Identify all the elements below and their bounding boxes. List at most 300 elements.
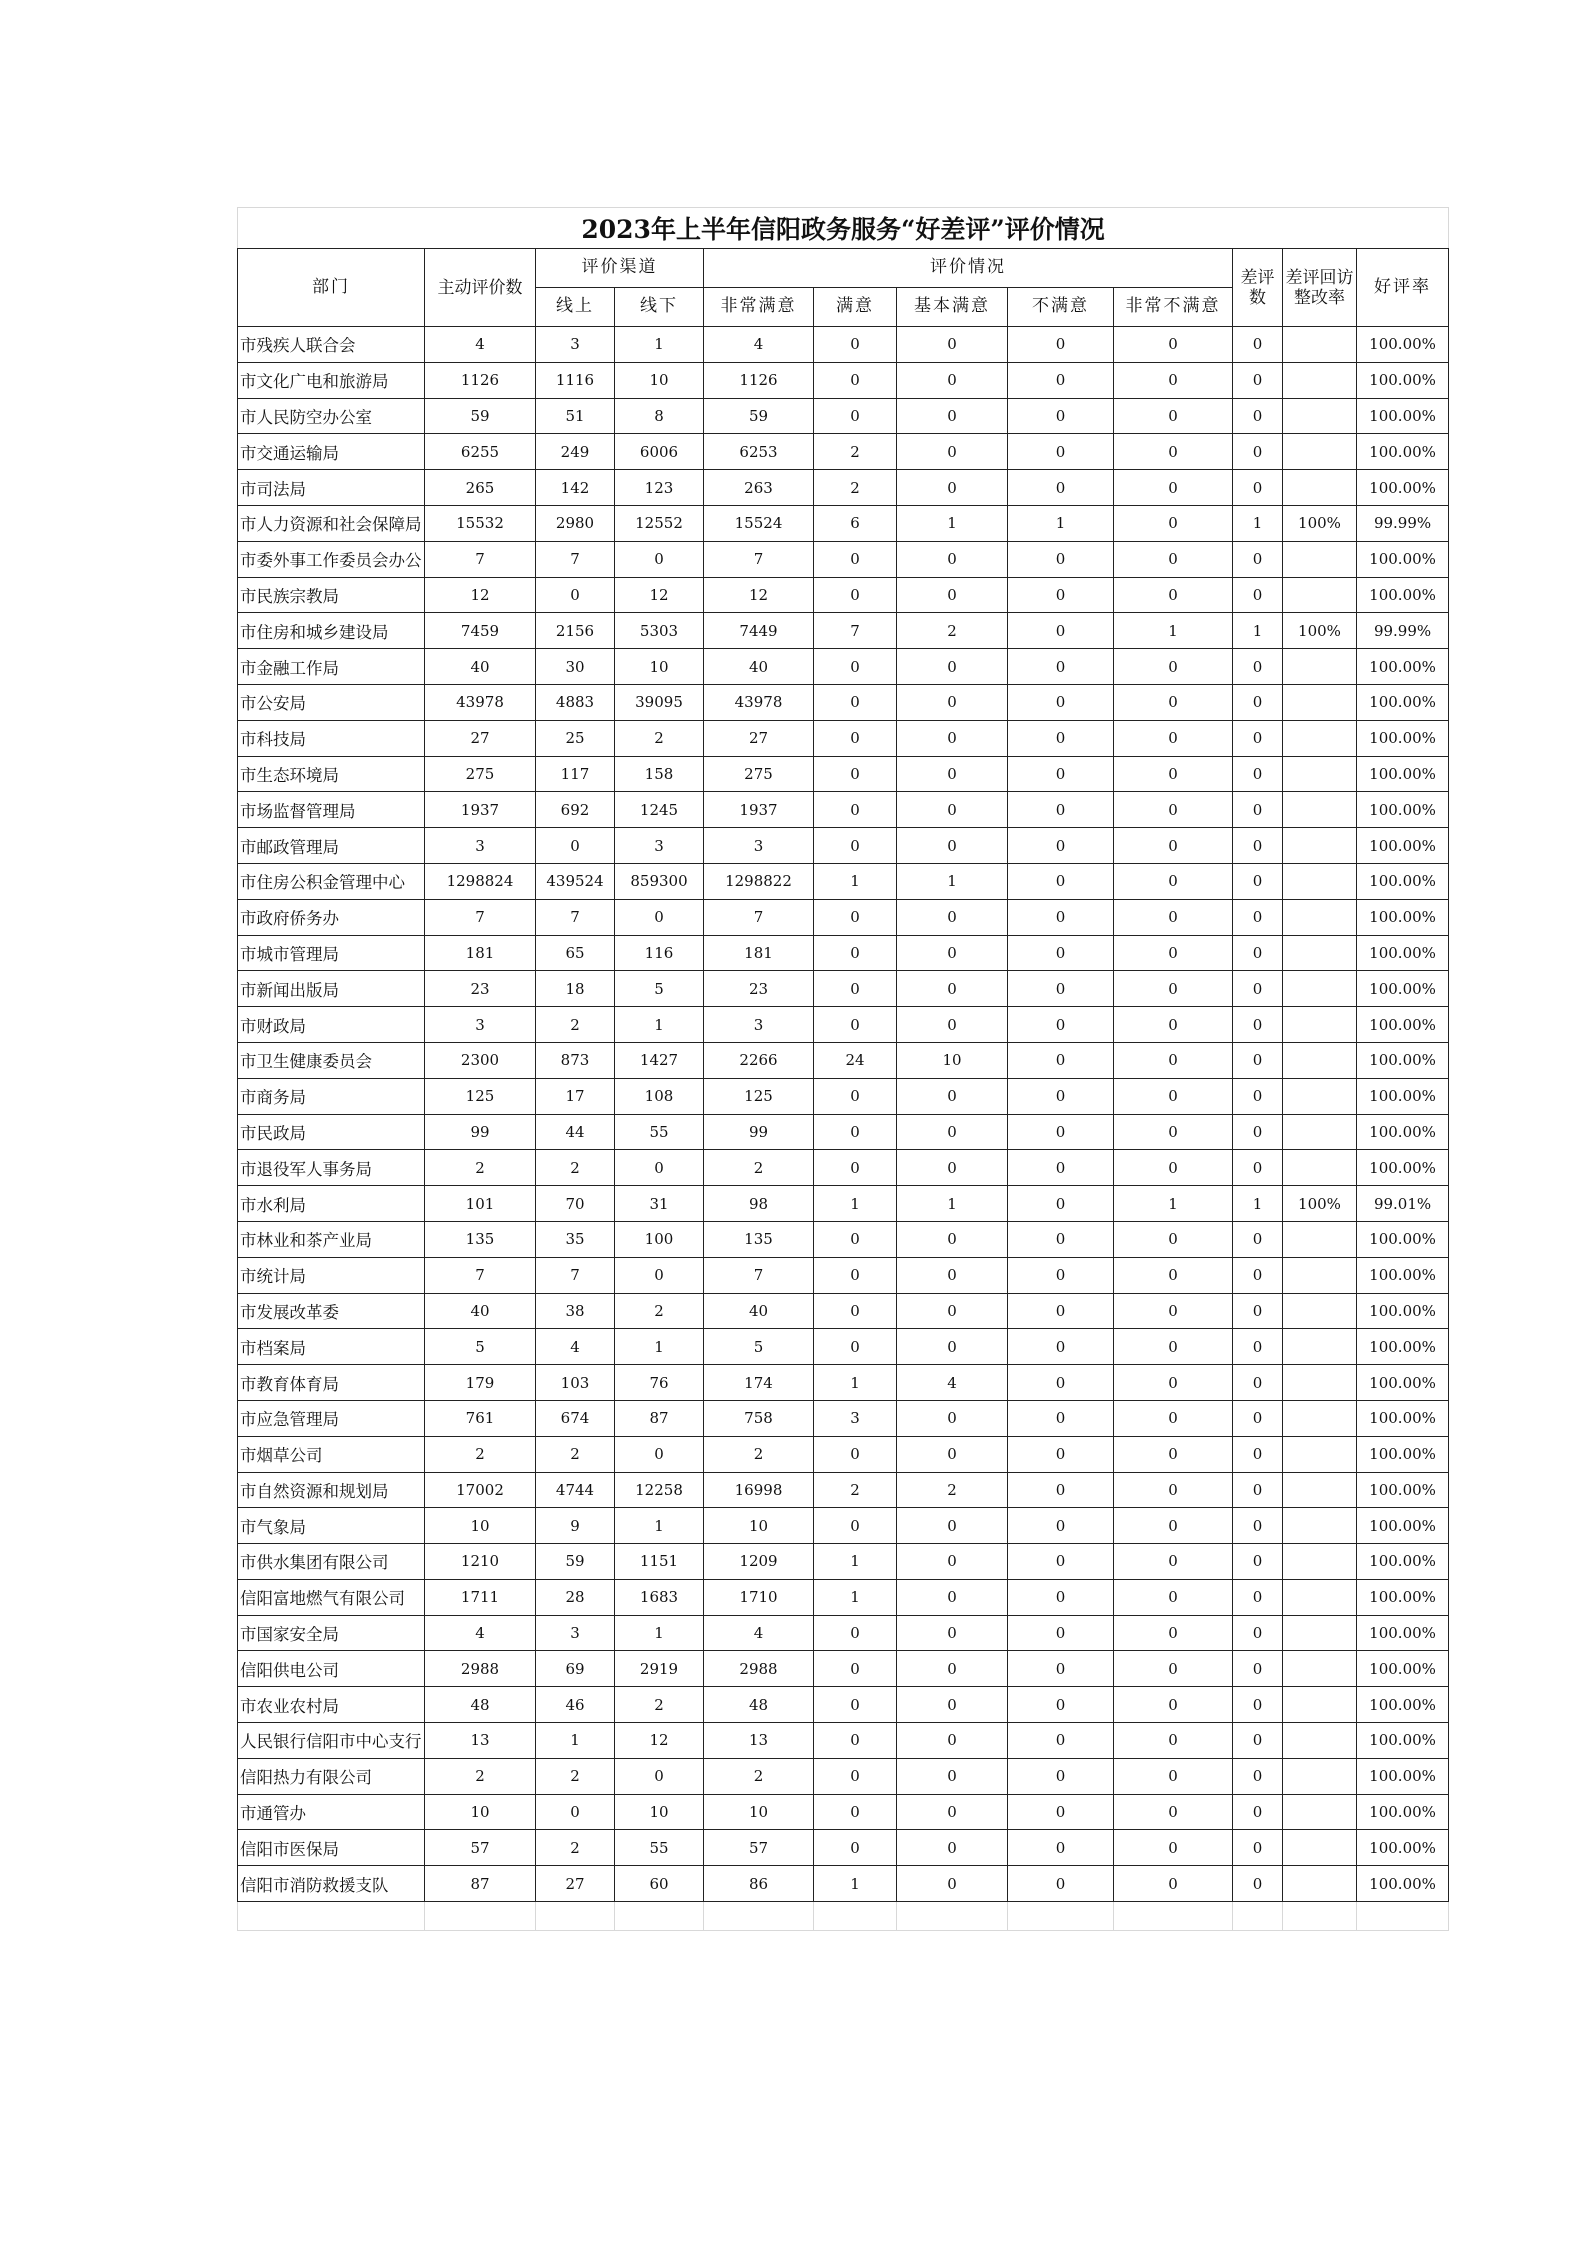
- cell-online: 3: [536, 327, 615, 363]
- cell-bad-count: 0: [1233, 1758, 1283, 1794]
- cell-good-rate: 100.00%: [1357, 1508, 1449, 1544]
- cell-satisfied: 1: [814, 1579, 897, 1615]
- cell-satisfied: 1: [814, 863, 897, 899]
- cell-not-satisfied: 0: [1008, 541, 1114, 577]
- cell-dept: 市政府侨务办: [238, 899, 425, 935]
- cell-total: 57: [425, 1830, 536, 1866]
- cell-not-satisfied: 0: [1008, 434, 1114, 470]
- cell-revisit-rate: [1283, 1579, 1357, 1615]
- cell-very-satisfied: 5: [704, 1329, 814, 1365]
- cell-bad-count: 0: [1233, 470, 1283, 506]
- cell-total: 2: [425, 1758, 536, 1794]
- cell-very-not-satisfied: 0: [1114, 1866, 1233, 1902]
- cell-very-satisfied: 27: [704, 720, 814, 756]
- cell-total: 5: [425, 1329, 536, 1365]
- cell-very-not-satisfied: 0: [1114, 470, 1233, 506]
- table-row: [238, 1186, 1449, 1222]
- table-row: [238, 434, 1449, 470]
- cell-satisfied: 0: [814, 1830, 897, 1866]
- cell-not-satisfied: 0: [1008, 828, 1114, 864]
- table-row: [238, 1007, 1449, 1043]
- table-row: [238, 1329, 1449, 1365]
- cell-online: 2980: [536, 505, 615, 541]
- cell-very-satisfied: 181: [704, 935, 814, 971]
- cell-satisfied: 24: [814, 1042, 897, 1078]
- cell-not-satisfied: 0: [1008, 1794, 1114, 1830]
- cell-dept: 市科技局: [238, 720, 425, 756]
- cell-very-not-satisfied: 1: [1114, 1186, 1233, 1222]
- cell-online: 18: [536, 971, 615, 1007]
- header-channel: 评价渠道: [536, 249, 704, 288]
- cell-offline: 859300: [615, 863, 704, 899]
- cell-online: 2: [536, 1436, 615, 1472]
- cell-satisfied: 0: [814, 756, 897, 792]
- cell-offline: 108: [615, 1078, 704, 1114]
- cell-basically-satisfied: 4: [897, 1365, 1008, 1401]
- cell-not-satisfied: 0: [1008, 1830, 1114, 1866]
- cell-very-not-satisfied: 0: [1114, 1007, 1233, 1043]
- cell-online: 2: [536, 1758, 615, 1794]
- cell-online: 27: [536, 1866, 615, 1902]
- cell-offline: 116: [615, 935, 704, 971]
- cell-not-satisfied: 0: [1008, 649, 1114, 685]
- cell-revisit-rate: [1283, 899, 1357, 935]
- cell-online: 44: [536, 1114, 615, 1150]
- cell-basically-satisfied: 0: [897, 1221, 1008, 1257]
- cell-offline: 0: [615, 1150, 704, 1186]
- cell-total: 10: [425, 1794, 536, 1830]
- cell-very-satisfied: 4: [704, 1615, 814, 1651]
- cell-basically-satisfied: 0: [897, 1508, 1008, 1544]
- cell-offline: 2: [615, 720, 704, 756]
- table-row: [238, 541, 1449, 577]
- cell-very-satisfied: 1209: [704, 1544, 814, 1580]
- cell-very-not-satisfied: 0: [1114, 899, 1233, 935]
- cell-very-satisfied: 15524: [704, 505, 814, 541]
- cell-dept: 信阳热力有限公司: [238, 1758, 425, 1794]
- cell-good-rate: 100.00%: [1357, 863, 1449, 899]
- cell-online: 103: [536, 1365, 615, 1401]
- cell-bad-count: 0: [1233, 1794, 1283, 1830]
- cell-not-satisfied: 0: [1008, 362, 1114, 398]
- cell-not-satisfied: 0: [1008, 1723, 1114, 1759]
- cell-good-rate: 100.00%: [1357, 434, 1449, 470]
- cell-bad-count: 0: [1233, 577, 1283, 613]
- cell-online: 7: [536, 899, 615, 935]
- table-row: [238, 1221, 1449, 1257]
- cell-very-satisfied: 10: [704, 1794, 814, 1830]
- cell-dept: 市发展改革委: [238, 1293, 425, 1329]
- table-row: [238, 362, 1449, 398]
- cell-good-rate: 100.00%: [1357, 1544, 1449, 1580]
- cell-revisit-rate: [1283, 1114, 1357, 1150]
- cell-offline: 8: [615, 398, 704, 434]
- cell-bad-count: 0: [1233, 828, 1283, 864]
- cell-total: 23: [425, 971, 536, 1007]
- cell-very-satisfied: 3: [704, 828, 814, 864]
- cell-very-not-satisfied: 0: [1114, 1293, 1233, 1329]
- cell-very-not-satisfied: 0: [1114, 1221, 1233, 1257]
- cell-basically-satisfied: 0: [897, 792, 1008, 828]
- cell-online: 4883: [536, 684, 615, 720]
- header-bad-count: 差评数: [1233, 249, 1283, 327]
- cell-very-satisfied: 1710: [704, 1579, 814, 1615]
- cell-revisit-rate: [1283, 1078, 1357, 1114]
- cell-very-satisfied: 1937: [704, 792, 814, 828]
- cell-basically-satisfied: 0: [897, 470, 1008, 506]
- cell-bad-count: 0: [1233, 1329, 1283, 1365]
- cell-very-satisfied: 10: [704, 1508, 814, 1544]
- table-row: [238, 863, 1449, 899]
- cell-satisfied: 0: [814, 1257, 897, 1293]
- cell-online: 38: [536, 1293, 615, 1329]
- cell-total: 7459: [425, 613, 536, 649]
- header-not-satisfied: 不满意: [1008, 288, 1114, 327]
- cell-offline: 6006: [615, 434, 704, 470]
- header-total: 主动评价数: [425, 249, 536, 327]
- cell-very-satisfied: 86: [704, 1866, 814, 1902]
- cell-revisit-rate: [1283, 649, 1357, 685]
- cell-bad-count: 0: [1233, 1400, 1283, 1436]
- cell-basically-satisfied: 0: [897, 1150, 1008, 1186]
- cell-very-not-satisfied: 0: [1114, 541, 1233, 577]
- cell-very-satisfied: 1126: [704, 362, 814, 398]
- cell-total: 6255: [425, 434, 536, 470]
- cell-satisfied: 0: [814, 899, 897, 935]
- cell-dept: 市应急管理局: [238, 1400, 425, 1436]
- cell-basically-satisfied: 1: [897, 1186, 1008, 1222]
- cell-online: 1: [536, 1723, 615, 1759]
- table-row: [238, 1400, 1449, 1436]
- cell-dept: 市商务局: [238, 1078, 425, 1114]
- table-row: [238, 398, 1449, 434]
- cell-bad-count: 0: [1233, 971, 1283, 1007]
- cell-basically-satisfied: 0: [897, 362, 1008, 398]
- table-row: [238, 792, 1449, 828]
- table-row: [238, 505, 1449, 541]
- cell-very-satisfied: 99: [704, 1114, 814, 1150]
- cell-revisit-rate: [1283, 863, 1357, 899]
- cell-very-not-satisfied: 0: [1114, 1651, 1233, 1687]
- table-row: [238, 1615, 1449, 1651]
- evaluation-sheet: [237, 207, 1448, 1931]
- cell-satisfied: 1: [814, 1365, 897, 1401]
- cell-very-satisfied: 2: [704, 1150, 814, 1186]
- cell-revisit-rate: [1283, 1544, 1357, 1580]
- cell-very-not-satisfied: 0: [1114, 327, 1233, 363]
- cell-very-not-satisfied: 0: [1114, 1257, 1233, 1293]
- cell-dept: 市邮政管理局: [238, 828, 425, 864]
- cell-total: 3: [425, 828, 536, 864]
- cell-satisfied: 0: [814, 1758, 897, 1794]
- cell-very-satisfied: 2266: [704, 1042, 814, 1078]
- header-very-not-satisfied: 非常不满意: [1114, 288, 1233, 327]
- cell-revisit-rate: [1283, 1615, 1357, 1651]
- cell-good-rate: 99.99%: [1357, 613, 1449, 649]
- cell-good-rate: 100.00%: [1357, 720, 1449, 756]
- cell-very-satisfied: 16998: [704, 1472, 814, 1508]
- cell-satisfied: 1: [814, 1186, 897, 1222]
- cell-satisfied: 0: [814, 684, 897, 720]
- table-row: [238, 1758, 1449, 1794]
- cell-good-rate: 100.00%: [1357, 1579, 1449, 1615]
- cell-very-satisfied: 758: [704, 1400, 814, 1436]
- cell-dept: 市财政局: [238, 1007, 425, 1043]
- cell-online: 28: [536, 1579, 615, 1615]
- cell-basically-satisfied: 0: [897, 756, 1008, 792]
- cell-dept: 市水利局: [238, 1186, 425, 1222]
- cell-revisit-rate: [1283, 327, 1357, 363]
- cell-basically-satisfied: 0: [897, 1078, 1008, 1114]
- cell-good-rate: 100.00%: [1357, 362, 1449, 398]
- cell-basically-satisfied: 0: [897, 1293, 1008, 1329]
- cell-dept: 市司法局: [238, 470, 425, 506]
- table-row: [238, 1257, 1449, 1293]
- cell-bad-count: 0: [1233, 1257, 1283, 1293]
- cell-good-rate: 100.00%: [1357, 1472, 1449, 1508]
- cell-basically-satisfied: 0: [897, 1579, 1008, 1615]
- cell-revisit-rate: [1283, 1830, 1357, 1866]
- cell-basically-satisfied: 1: [897, 505, 1008, 541]
- cell-bad-count: 0: [1233, 1221, 1283, 1257]
- cell-bad-count: 0: [1233, 935, 1283, 971]
- cell-online: 51: [536, 398, 615, 434]
- cell-revisit-rate: 100%: [1283, 505, 1357, 541]
- header-offline: 线下: [615, 288, 704, 327]
- cell-dept: 市供水集团有限公司: [238, 1544, 425, 1580]
- cell-basically-satisfied: 0: [897, 434, 1008, 470]
- cell-good-rate: 100.00%: [1357, 756, 1449, 792]
- cell-good-rate: 100.00%: [1357, 828, 1449, 864]
- table-row: [238, 327, 1449, 363]
- cell-not-satisfied: 0: [1008, 1508, 1114, 1544]
- cell-total: 13: [425, 1723, 536, 1759]
- cell-offline: 10: [615, 362, 704, 398]
- table-row: [238, 1544, 1449, 1580]
- cell-online: 65: [536, 935, 615, 971]
- cell-offline: 10: [615, 1794, 704, 1830]
- table-row: [238, 613, 1449, 649]
- cell-very-satisfied: 40: [704, 649, 814, 685]
- table-row: [238, 1436, 1449, 1472]
- cell-not-satisfied: 0: [1008, 684, 1114, 720]
- cell-very-satisfied: 48: [704, 1687, 814, 1723]
- cell-dept: 人民银行信阳市中心支行: [238, 1723, 425, 1759]
- cell-very-satisfied: 174: [704, 1365, 814, 1401]
- cell-total: 87: [425, 1866, 536, 1902]
- cell-dept: 市新闻出版局: [238, 971, 425, 1007]
- cell-bad-count: 0: [1233, 434, 1283, 470]
- cell-very-not-satisfied: 0: [1114, 434, 1233, 470]
- cell-online: 17: [536, 1078, 615, 1114]
- table-row: [238, 1651, 1449, 1687]
- cell-very-not-satisfied: 0: [1114, 720, 1233, 756]
- cell-dept: 市档案局: [238, 1329, 425, 1365]
- cell-very-satisfied: 7: [704, 899, 814, 935]
- header-revisit-rate: 差评回访整改率: [1283, 249, 1357, 327]
- cell-revisit-rate: [1283, 1293, 1357, 1329]
- cell-bad-count: 0: [1233, 1114, 1283, 1150]
- cell-online: 69: [536, 1651, 615, 1687]
- cell-total: 1210: [425, 1544, 536, 1580]
- cell-offline: 87: [615, 1400, 704, 1436]
- cell-good-rate: 100.00%: [1357, 1758, 1449, 1794]
- cell-basically-satisfied: 0: [897, 541, 1008, 577]
- table-row: [238, 470, 1449, 506]
- cell-online: 4: [536, 1329, 615, 1365]
- cell-not-satisfied: 0: [1008, 935, 1114, 971]
- cell-satisfied: 0: [814, 1508, 897, 1544]
- cell-dept: 市人民防空办公室: [238, 398, 425, 434]
- cell-satisfied: 0: [814, 1723, 897, 1759]
- cell-offline: 0: [615, 1257, 704, 1293]
- table-row: [238, 1687, 1449, 1723]
- cell-dept: 市城市管理局: [238, 935, 425, 971]
- cell-good-rate: 100.00%: [1357, 971, 1449, 1007]
- cell-not-satisfied: 0: [1008, 1042, 1114, 1078]
- cell-offline: 76: [615, 1365, 704, 1401]
- cell-total: 3: [425, 1007, 536, 1043]
- table-row: [238, 577, 1449, 613]
- table-row: [238, 1078, 1449, 1114]
- cell-good-rate: 100.00%: [1357, 1866, 1449, 1902]
- table-row: [238, 1830, 1449, 1866]
- cell-dept: 市残疾人联合会: [238, 327, 425, 363]
- cell-offline: 1: [615, 1007, 704, 1043]
- cell-bad-count: 0: [1233, 1042, 1283, 1078]
- cell-bad-count: 0: [1233, 1830, 1283, 1866]
- cell-very-satisfied: 57: [704, 1830, 814, 1866]
- cell-bad-count: 1: [1233, 1186, 1283, 1222]
- cell-offline: 1: [615, 1508, 704, 1544]
- cell-good-rate: 99.01%: [1357, 1186, 1449, 1222]
- cell-online: 35: [536, 1221, 615, 1257]
- cell-bad-count: 0: [1233, 1579, 1283, 1615]
- cell-bad-count: 0: [1233, 649, 1283, 685]
- cell-good-rate: 100.00%: [1357, 1114, 1449, 1150]
- cell-offline: 12: [615, 577, 704, 613]
- cell-revisit-rate: [1283, 1651, 1357, 1687]
- cell-dept: 市公安局: [238, 684, 425, 720]
- cell-satisfied: 0: [814, 720, 897, 756]
- cell-offline: 12258: [615, 1472, 704, 1508]
- cell-online: 692: [536, 792, 615, 828]
- cell-dept: 市金融工作局: [238, 649, 425, 685]
- cell-satisfied: 1: [814, 1866, 897, 1902]
- cell-basically-satisfied: 0: [897, 1651, 1008, 1687]
- cell-total: 2: [425, 1436, 536, 1472]
- header-evaluation: 评价情况: [704, 249, 1233, 288]
- header-very-satisfied: 非常满意: [704, 288, 814, 327]
- cell-total: 101: [425, 1186, 536, 1222]
- cell-very-not-satisfied: 1: [1114, 613, 1233, 649]
- cell-very-not-satisfied: 0: [1114, 505, 1233, 541]
- cell-total: 59: [425, 398, 536, 434]
- cell-very-satisfied: 7449: [704, 613, 814, 649]
- cell-not-satisfied: 0: [1008, 1257, 1114, 1293]
- cell-revisit-rate: [1283, 398, 1357, 434]
- cell-revisit-rate: [1283, 756, 1357, 792]
- cell-online: 9: [536, 1508, 615, 1544]
- cell-satisfied: 0: [814, 1615, 897, 1651]
- table-row: [238, 1150, 1449, 1186]
- cell-not-satisfied: 0: [1008, 1221, 1114, 1257]
- cell-very-not-satisfied: 0: [1114, 792, 1233, 828]
- cell-bad-count: 0: [1233, 362, 1283, 398]
- cell-not-satisfied: 0: [1008, 327, 1114, 363]
- cell-bad-count: 0: [1233, 899, 1283, 935]
- cell-online: 30: [536, 649, 615, 685]
- cell-not-satisfied: 0: [1008, 1329, 1114, 1365]
- cell-very-not-satisfied: 0: [1114, 577, 1233, 613]
- cell-not-satisfied: 0: [1008, 1579, 1114, 1615]
- cell-total: 40: [425, 1293, 536, 1329]
- cell-online: 249: [536, 434, 615, 470]
- cell-bad-count: 0: [1233, 1615, 1283, 1651]
- cell-online: 70: [536, 1186, 615, 1222]
- cell-very-not-satisfied: 0: [1114, 1329, 1233, 1365]
- cell-not-satisfied: 0: [1008, 1150, 1114, 1186]
- cell-not-satisfied: 0: [1008, 1365, 1114, 1401]
- cell-total: 7: [425, 541, 536, 577]
- cell-revisit-rate: [1283, 434, 1357, 470]
- cell-revisit-rate: [1283, 1866, 1357, 1902]
- cell-very-satisfied: 13: [704, 1723, 814, 1759]
- cell-basically-satisfied: 0: [897, 1687, 1008, 1723]
- cell-revisit-rate: [1283, 828, 1357, 864]
- blank-row: [238, 1902, 1449, 1931]
- cell-basically-satisfied: 0: [897, 1114, 1008, 1150]
- cell-very-not-satisfied: 0: [1114, 1615, 1233, 1651]
- cell-satisfied: 0: [814, 649, 897, 685]
- cell-total: 12: [425, 577, 536, 613]
- cell-very-satisfied: 7: [704, 1257, 814, 1293]
- cell-bad-count: 0: [1233, 1723, 1283, 1759]
- cell-good-rate: 100.00%: [1357, 1078, 1449, 1114]
- cell-very-not-satisfied: 0: [1114, 1150, 1233, 1186]
- cell-revisit-rate: [1283, 1257, 1357, 1293]
- cell-very-not-satisfied: 0: [1114, 1723, 1233, 1759]
- cell-dept: 市烟草公司: [238, 1436, 425, 1472]
- table-row: [238, 1508, 1449, 1544]
- cell-satisfied: 0: [814, 1687, 897, 1723]
- cell-dept: 市统计局: [238, 1257, 425, 1293]
- cell-very-not-satisfied: 0: [1114, 1436, 1233, 1472]
- cell-revisit-rate: [1283, 1150, 1357, 1186]
- cell-very-satisfied: 43978: [704, 684, 814, 720]
- cell-online: 117: [536, 756, 615, 792]
- cell-good-rate: 100.00%: [1357, 684, 1449, 720]
- header-online: 线上: [536, 288, 615, 327]
- cell-total: 1711: [425, 1579, 536, 1615]
- cell-total: 7: [425, 1257, 536, 1293]
- table-row: [238, 649, 1449, 685]
- cell-satisfied: 0: [814, 398, 897, 434]
- cell-offline: 1: [615, 1615, 704, 1651]
- cell-satisfied: 2: [814, 470, 897, 506]
- cell-very-not-satisfied: 0: [1114, 828, 1233, 864]
- cell-offline: 3: [615, 828, 704, 864]
- cell-dept: 市文化广电和旅游局: [238, 362, 425, 398]
- cell-revisit-rate: [1283, 470, 1357, 506]
- table-row: [238, 1365, 1449, 1401]
- cell-good-rate: 100.00%: [1357, 792, 1449, 828]
- table-row: [238, 684, 1449, 720]
- cell-revisit-rate: [1283, 577, 1357, 613]
- cell-basically-satisfied: 0: [897, 1615, 1008, 1651]
- table-row: [238, 1723, 1449, 1759]
- cell-very-not-satisfied: 0: [1114, 1579, 1233, 1615]
